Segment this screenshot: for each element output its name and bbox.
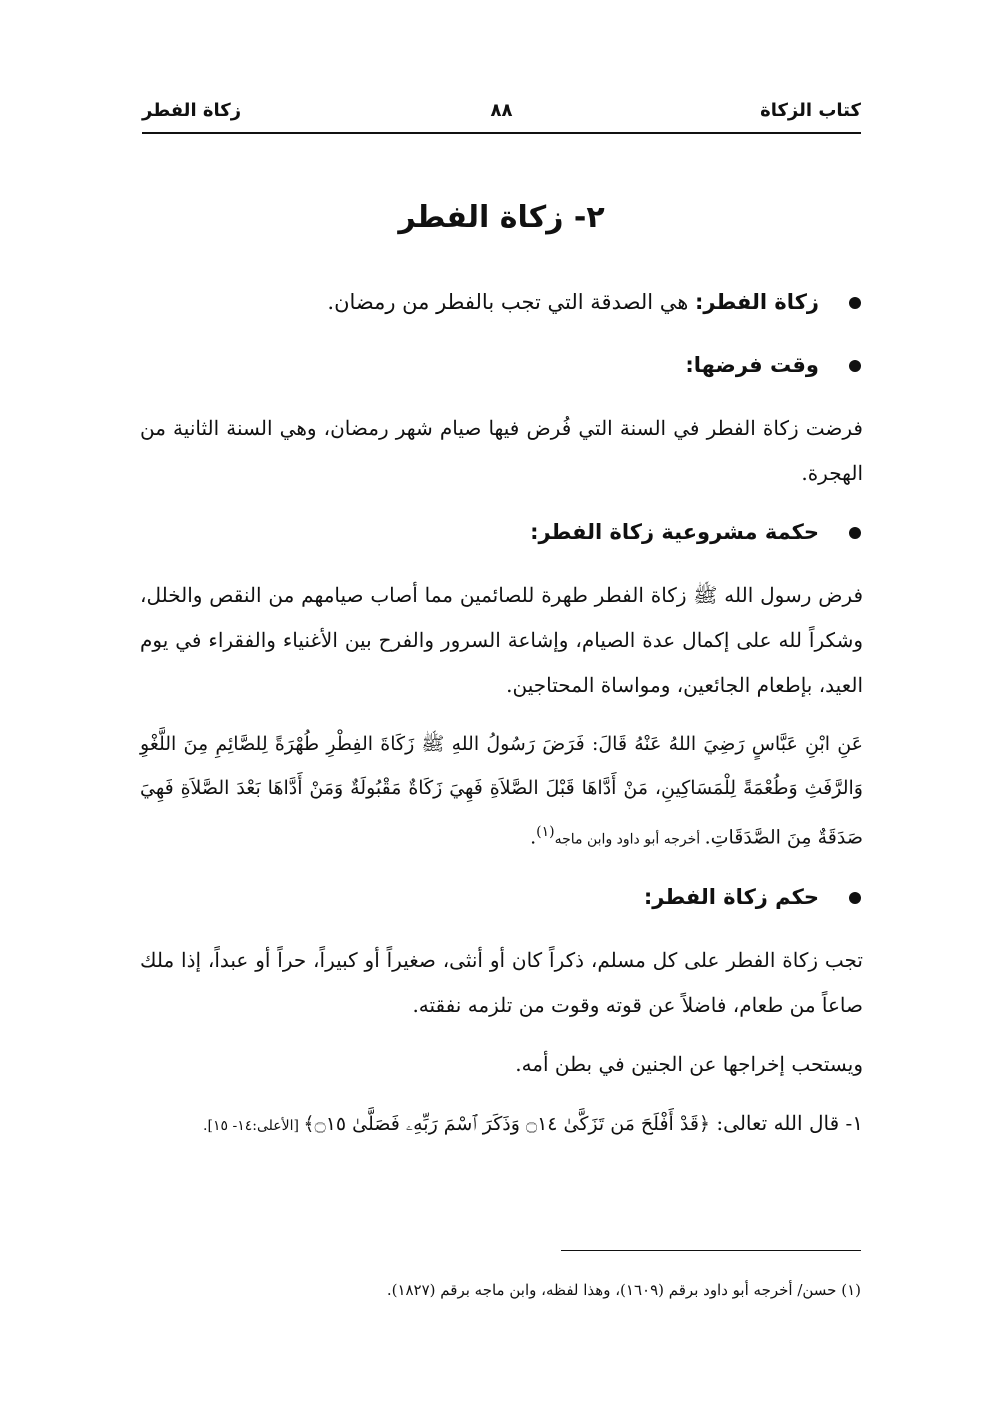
quran-intro: ١- قال الله تعالى: xyxy=(710,1111,863,1136)
definition-term: زكاة الفطر: xyxy=(694,290,819,314)
hadith-source: أخرجه أبو داود وابن ماجه xyxy=(554,831,705,848)
quran-ref: [الأعلى:١٤- ١٥]. xyxy=(203,1118,304,1135)
section-title: ٢- زكاة الفطر xyxy=(398,200,605,235)
bullet-icon xyxy=(849,892,861,904)
ruling-heading-item xyxy=(140,875,863,920)
footnote-divider xyxy=(561,1250,861,1251)
hadith-end: . xyxy=(530,826,537,849)
page-number: ٨٨ xyxy=(490,100,513,121)
fetus-text: ويستحب إخراجها عن الجنين في بطن أمه. xyxy=(515,1052,863,1077)
hadith-paragraph xyxy=(140,722,863,861)
page-body xyxy=(140,280,863,1163)
quran-verse: ﴿قَدْ أَفْلَحَ مَن تَزَكَّىٰ ۝١٤ وَذَكَرَ ٱسْمَ رَبِّهِۦ فَصَلَّىٰ ۝١٥﴾ xyxy=(303,1113,711,1136)
wisdom-heading: حكمة مشروعية زكاة الفطر: xyxy=(530,520,819,544)
ruling-text: تجب زكاة الفطر على كل مسلم، ذكراً كان أو أنثى، صغيراً أو كبيراً، حراً أو عبداً، إذا ملك صاعاً من طعام، فاضلاً عن قوته وقوت من تلزمه نفقته. xyxy=(140,948,863,1018)
footnote: (١) حسن/ أخرجه أبو داود برقم (١٦٠٩)، وهذا لفظه، وابن ماجه برقم (١٨٢٧). xyxy=(386,1281,861,1299)
chapter-title: زكاة الفطر xyxy=(142,100,242,121)
quran-paragraph xyxy=(140,1101,863,1149)
hadith-text: عَنِ ابْنِ عَبَّاسٍ رَضِيَ اللهُ عَنْهُ قَالَ: فَرَضَ رَسُولُ اللهِ ﷺ زَكَاةَ الفِطْرِ طُهْرَةً لِلصَّائِمِ مِنَ اللَّغْوِ وَالرَّفَثِ وَطُعْمَةً لِلْمَسَاكِينِ، مَنْ أَدَّاهَا قَبْلَ الصَّلاَةِ فَهِيَ زَكَاةٌ مَقْبُولَةٌ وَمَنْ أَدَّاهَا بَعْدَ الصَّلاَةِ فَهِيَ صَدَقَةٌ مِنَ الصَّدَقَاتِ. xyxy=(140,733,863,849)
bullet-icon xyxy=(849,360,861,372)
book-title: كتاب الزكاة xyxy=(760,100,861,121)
wisdom-heading-item xyxy=(140,510,863,555)
page-header xyxy=(142,98,861,134)
definition-item xyxy=(140,280,863,325)
bullet-icon xyxy=(849,527,861,539)
ruling-heading: حكم زكاة الفطر: xyxy=(643,885,819,910)
wisdom-text: فرض رسول الله ﷺ زكاة الفطر طهرة للصائمين مما أصاب صيامهم من النقص والخلل، وشكراً لله على إكمال عدة الصيام، وإشاعة السرور والفرح بين الأغنياء والفقراء في يوم العيد، بإطعام الجائعين، ومواساة المحتاجين. xyxy=(140,583,863,697)
time-heading: وقت فرضها: xyxy=(685,353,819,377)
bullet-icon xyxy=(849,297,861,309)
time-heading-item xyxy=(140,343,863,388)
time-text: فرضت زكاة الفطر في السنة التي فُرض فيها صيام شهر رمضان، وهي السنة الثانية من الهجرة. xyxy=(140,416,863,485)
footnote-ref: (١) xyxy=(536,824,555,840)
definition-text: هي الصدقة التي تجب بالفطر من رمضان. xyxy=(327,290,695,314)
